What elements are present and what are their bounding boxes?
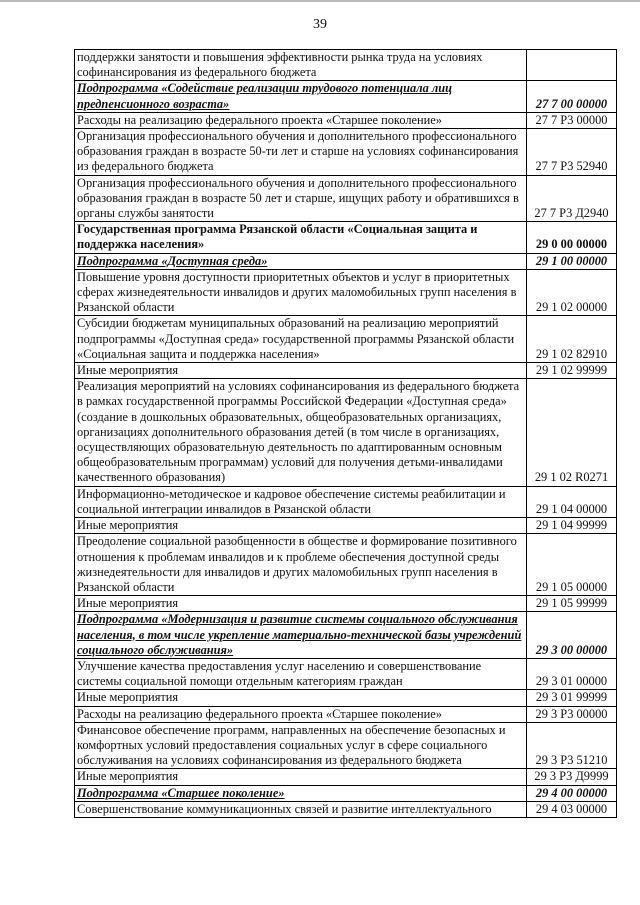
- table-row: [75, 81, 617, 112]
- row-code-cell: 29 3 00 00000: [527, 612, 617, 659]
- row-code-cell: 29 1 05 00000: [527, 534, 617, 596]
- table-row: [75, 706, 617, 722]
- table-row: [75, 690, 617, 706]
- table-row: [75, 253, 617, 269]
- row-name-cell: Иные мероприятия: [75, 769, 527, 785]
- row-name-cell: Иные мероприятия: [75, 596, 527, 612]
- row-code-cell: 29 3 Р3 Д9999: [527, 769, 617, 785]
- row-name-cell: Реализация мероприятий на условиях софинансирования из федерального бюджета в рамках государственной программы Российской Федерации «Доступная среда» (создание в дошкольных образовательных, общеобразовательных организациях, организациях дополнительного образования детей (в том числе в организациях, осуществляющих образовательную деятельность по адаптированным основным общеобразовательным программам) условий для получения детьми-инвалидами качественного образования): [75, 379, 527, 486]
- row-code-cell: 29 3 Р3 00000: [527, 706, 617, 722]
- row-code-cell: 29 1 02 00000: [527, 269, 617, 316]
- row-name-cell: Повышение уровня доступности приоритетных объектов и услуг в приоритетных сферах жизнедеятельности инвалидов и других маломобильных групп населения в Рязанской области: [75, 269, 527, 316]
- row-code-cell: 27 7 Р3 Д2940: [527, 175, 617, 222]
- row-name-cell: Подпрограмма «Старшее поколение»: [75, 785, 527, 801]
- table-row: [75, 769, 617, 785]
- row-code-cell: 29 1 02 82910: [527, 316, 617, 363]
- table-row: [75, 363, 617, 379]
- table-row: [75, 722, 617, 769]
- row-name-cell: Подпрограмма «Модернизация и развитие системы социального обслуживания населения, в том числе укрепление материально-технической базы учреждений социального обслуживания»: [75, 612, 527, 659]
- row-code-cell: 29 1 00 00000: [527, 253, 617, 269]
- row-name-cell: Иные мероприятия: [75, 518, 527, 534]
- table-row: [75, 596, 617, 612]
- row-name-cell: Расходы на реализацию федерального проекта «Старшее поколение»: [75, 112, 527, 128]
- row-code-cell: 29 4 00 00000: [527, 785, 617, 801]
- row-name-cell: Подпрограмма «Доступная среда»: [75, 253, 527, 269]
- row-name-cell: Совершенствование коммуникационных связей и развитие интеллектуального: [75, 801, 527, 817]
- row-code-cell: 29 1 05 99999: [527, 596, 617, 612]
- table-row: [75, 612, 617, 659]
- row-name-cell: Подпрограмма «Содействие реализации трудового потенциала лиц предпенсионного возраста»: [75, 81, 527, 112]
- table-row: [75, 129, 617, 176]
- row-name-cell: Информационно-методическое и кадровое обеспечение системы реабилитации и социальной интеграции инвалидов в Рязанской области: [75, 486, 527, 517]
- row-name-cell: Иные мероприятия: [75, 363, 527, 379]
- table-row: [75, 379, 617, 486]
- row-name-cell: Преодоление социальной разобщенности в обществе и формирование позитивного отношения к проблемам инвалидов и к проблеме обеспечения доступной среды жизнедеятельности для инвалидов и других маломобильных групп населения в Рязанской области: [75, 534, 527, 596]
- table-row: [75, 534, 617, 596]
- row-code-cell: 29 1 02 R0271: [527, 379, 617, 486]
- table-row: [75, 518, 617, 534]
- row-code-cell: 27 7 00 00000: [527, 81, 617, 112]
- row-code-cell: 29 3 01 00000: [527, 658, 617, 689]
- row-code-cell: 29 3 01 99999: [527, 690, 617, 706]
- row-code-cell: 29 4 03 00000: [527, 801, 617, 817]
- row-code-cell: [527, 50, 617, 81]
- row-name-cell: Государственная программа Рязанской области «Социальная защита и поддержка населения»: [75, 222, 527, 253]
- table-row: [75, 269, 617, 316]
- row-code-cell: 27 7 Р3 00000: [527, 112, 617, 128]
- row-name-cell: Улучшение качества предоставления услуг населению и совершенствование системы социальной помощи отдельным категориям граждан: [75, 658, 527, 689]
- row-name-cell: Финансовое обеспечение программ, направленных на обеспечение безопасных и комфортных условий предоставления социальных услуг в сфере социального обслуживания на условиях софинансирования из федерального бюджета: [75, 722, 527, 769]
- row-code-cell: 29 3 Р3 51210: [527, 722, 617, 769]
- table-row: [75, 112, 617, 128]
- row-code-cell: 29 1 04 00000: [527, 486, 617, 517]
- table-row: [75, 222, 617, 253]
- row-name-cell: Организация профессионального обучения и дополнительного профессионального образования граждан в возрасте 50 лет и старше, ищущих работу и обратившихся в органы службы занятости: [75, 175, 527, 222]
- row-code-cell: 27 7 Р3 52940: [527, 129, 617, 176]
- row-code-cell: 29 1 04 99999: [527, 518, 617, 534]
- table-row: [75, 785, 617, 801]
- row-name-cell: Иные мероприятия: [75, 690, 527, 706]
- table-row: [75, 658, 617, 689]
- row-name-cell: поддержки занятости и повышения эффективности рынка труда на условиях софинансирования из федерального бюджета: [75, 50, 527, 81]
- row-name-cell: Организация профессионального обучения и дополнительного профессионального образования граждан в возрасте 50-ти лет и старше на условиях софинансирования из федерального бюджета: [75, 129, 527, 176]
- row-name-cell: Субсидии бюджетам муниципальных образований на реализацию мероприятий подпрограммы «Доступная среда» государственной программы Рязанской области «Социальная защита и поддержка населения»: [75, 316, 527, 363]
- table-row: [75, 175, 617, 222]
- table-row: [75, 316, 617, 363]
- table-row: [75, 486, 617, 517]
- page-top-edge: [0, 0, 640, 2]
- row-name-cell: Расходы на реализацию федерального проекта «Старшее поколение»: [75, 706, 527, 722]
- budget-classification-table: [74, 49, 617, 818]
- row-code-cell: 29 0 00 00000: [527, 222, 617, 253]
- table-row: [75, 801, 617, 817]
- row-code-cell: 29 1 02 99999: [527, 363, 617, 379]
- page-number: 39: [313, 17, 327, 32]
- table-row: [75, 50, 617, 81]
